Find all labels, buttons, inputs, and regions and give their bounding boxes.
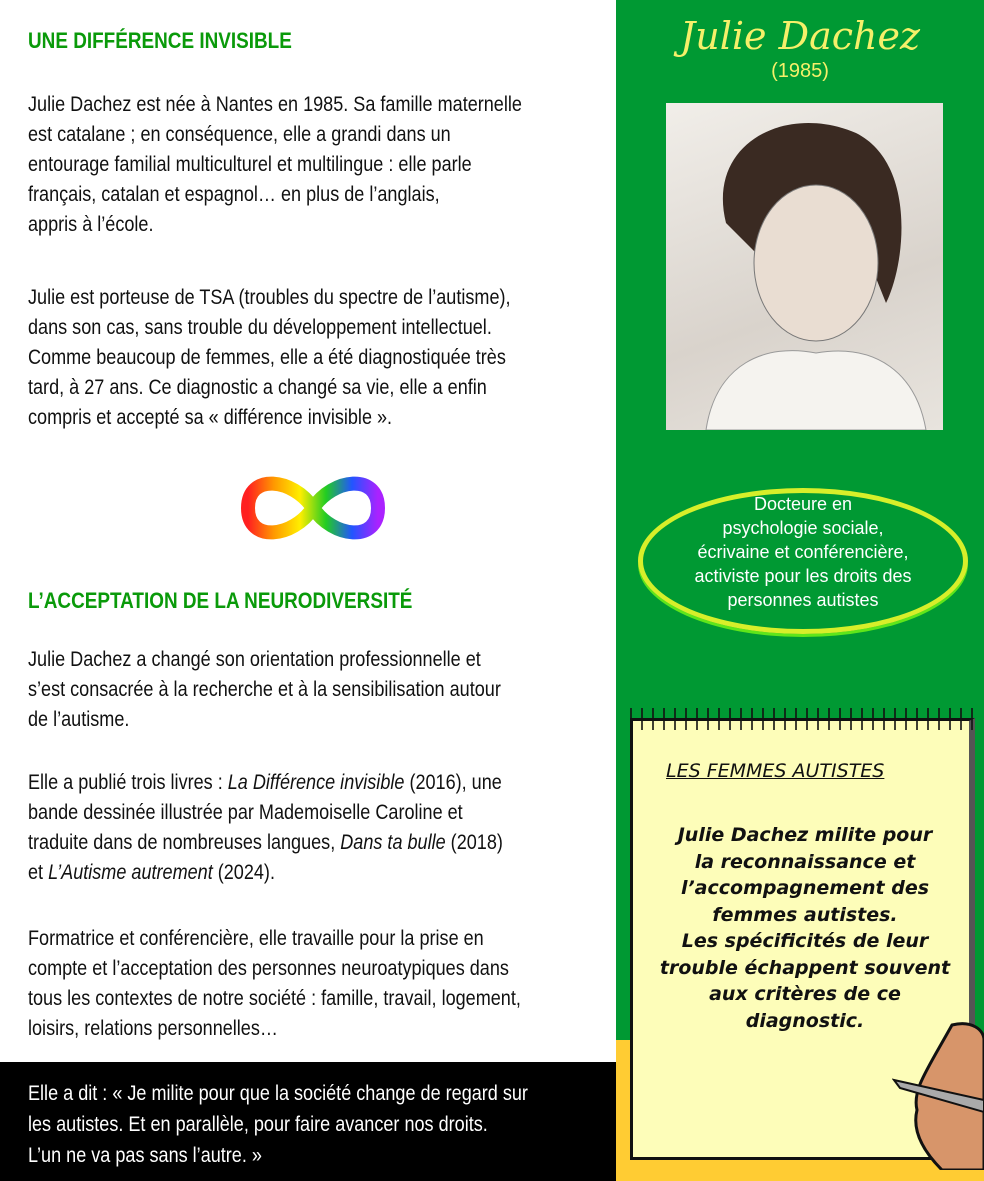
text-line: Elle a dit : « Je milite pour que la société change de regard sur: [28, 1082, 528, 1105]
text: Elle a publié trois livres :: [28, 771, 228, 794]
roles-text: [638, 492, 968, 612]
text-line: compte et l’acceptation des personnes neuroatypiques dans: [28, 957, 509, 980]
notepad-body: [640, 822, 970, 1034]
text-line: est catalane ; en conséquence, elle a grandi dans un: [28, 123, 451, 146]
paragraph-career: [28, 645, 501, 735]
book-title: Dans ta bulle: [340, 831, 446, 854]
text-line: appris à l’école.: [28, 213, 154, 236]
text-line: tous les contextes de notre société : famille, travail, logement,: [28, 987, 521, 1010]
text-line: aux critères de ce: [709, 983, 901, 1005]
text-line: entourage familial multiculturel et multilingue : elle parle: [28, 153, 472, 176]
text-line: Les spécificités de leur: [681, 930, 929, 952]
text-line: Julie Dachez est née à Nantes en 1985. Sa famille maternelle: [28, 93, 522, 116]
text-line: Comme beaucoup de femmes, elle a été diagnostiquée très: [28, 346, 506, 369]
portrait-photo: [666, 103, 943, 430]
text: (2018): [445, 831, 503, 854]
right-column: [616, 0, 984, 1181]
person-name: Julie Dachez: [680, 14, 920, 58]
paragraph-diagnosis: [28, 283, 511, 433]
heading-invisible-difference: UNE DIFFÉRENCE INVISIBLE: [28, 28, 292, 53]
rainbow-infinity-icon: [238, 468, 388, 548]
paragraph-biography: [28, 90, 522, 240]
birth-year: (1985): [771, 60, 829, 82]
book-title: L’Autisme autrement: [48, 861, 213, 884]
text-line: L’un ne va pas sans l’autre. »: [28, 1144, 262, 1167]
text-line: tard, à 27 ans. Ce diagnostic a changé sa vie, elle a enfin: [28, 376, 487, 399]
text-line: Julie est porteuse de TSA (troubles du spectre de l’autisme),: [28, 286, 511, 309]
text-line: dans son cas, sans trouble du développement intellectuel.: [28, 316, 492, 339]
text-line: Julie Dachez milite pour: [677, 824, 933, 846]
text-line: personnes autistes: [727, 590, 879, 610]
heading-neurodiversity: L’ACCEPTATION DE LA NEURODIVERSITÉ: [28, 588, 413, 613]
text: (2016), une: [404, 771, 502, 794]
text-line: Julie Dachez a changé son orientation professionnelle et: [28, 648, 481, 671]
quote-box: [0, 1062, 616, 1181]
paragraph-books: [28, 768, 503, 888]
text-line: écrivaine et conférencière,: [697, 542, 909, 562]
text: et: [28, 861, 49, 884]
text-line: compris et accepté sa « différence invisible ».: [28, 406, 393, 429]
text-line: loisirs, relations personnelles…: [28, 1017, 278, 1040]
hand-with-pen-icon: [892, 1020, 984, 1170]
text-line: Docteure en: [753, 494, 853, 514]
text-line: la reconnaissance et: [694, 850, 916, 873]
text: bande dessinée illustrée par Mademoiselle Caroline et: [28, 801, 463, 824]
book-title: La Différence invisible: [227, 771, 405, 794]
text-line: l’accompagnement des: [680, 877, 930, 899]
notepad-spiral-icon: [630, 708, 975, 730]
text-line: français, catalan et espagnol… en plus de l’anglais,: [28, 183, 440, 206]
text: traduite dans de nombreuses langues,: [28, 831, 341, 854]
text-line: de l’autisme.: [28, 708, 130, 731]
text: (2024).: [212, 861, 275, 884]
text-line: psychologie sociale,: [722, 518, 884, 538]
text-line: les autistes. Et en parallèle, pour faire avancer nos droits.: [28, 1113, 488, 1136]
text-line: diagnostic.: [745, 1009, 865, 1032]
quote-text: [28, 1078, 528, 1171]
text-line: activiste pour les droits des: [694, 566, 912, 586]
text-line: femmes autistes.: [712, 903, 898, 926]
text-line: trouble échappent souvent: [659, 956, 951, 979]
notepad-title: LES FEMMES AUTISTES: [666, 760, 885, 782]
text-line: Formatrice et conférencière, elle travaille pour la prise en: [28, 927, 484, 950]
text-line: s’est consacrée à la recherche et à la sensibilisation autour: [28, 678, 501, 701]
paragraph-trainer: [28, 924, 521, 1044]
